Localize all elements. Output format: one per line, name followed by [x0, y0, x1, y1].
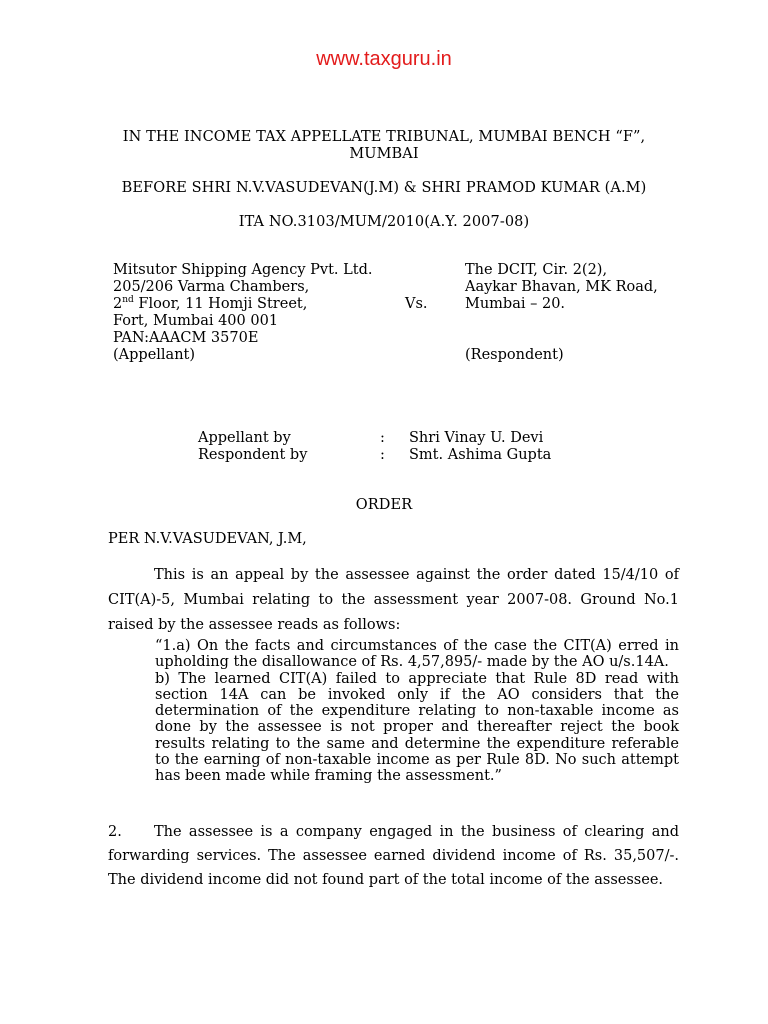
- appellant-address-3: Fort, Mumbai 400 001: [113, 313, 279, 329]
- appellant-address-2: 2nd Floor, 11 Homji Street,: [113, 295, 308, 312]
- respondent-address-1: Aaykar Bhavan, MK Road,: [465, 279, 658, 295]
- counsel-appellant-colon: :: [380, 430, 385, 446]
- appellant-block: [113, 262, 372, 364]
- appellant-pan: PAN:AAACM 3570E: [113, 330, 259, 346]
- quoted-ground-b: b) The learned CIT(A) failed to appreciate that Rule 8D read with section 14A can be invoked only if the AO considers that the determination of the expenditure relating to non-taxable income as done by the assessee is not proper and thereafter reject the book results relating to the same and determine the expenditure referable to the earning of non-taxable income as per Rule 8D. No such attempt has been made while framing the assessment.”: [155, 670, 679, 785]
- court-title-line2: MUMBAI: [349, 146, 419, 162]
- counsel-appellant-name: Shri Vinay U. Devi: [409, 430, 544, 446]
- respondent-name: The DCIT, Cir. 2(2),: [465, 262, 608, 278]
- counsel-appellant-label: Appellant by: [198, 430, 291, 446]
- paragraph-2: 2. The assessee is a company engaged in the business of clearing and forwarding services. The assessee earned dividend income of Rs. 35,507/-. The dividend income did not found part of the total income of the assessee.: [108, 824, 679, 888]
- counsel-respondent-label: Respondent by: [198, 447, 308, 463]
- paragraph-1: This is an appeal by the assessee against the order dated 15/4/10 of CIT(A)-5, Mumbai relating to the assessment year 2007-08. Ground No.1 raised by the assessee reads as follows:: [108, 567, 679, 633]
- counsel-respondent-name: Smt. Ashima Gupta: [409, 447, 552, 463]
- appellant-name: Mitsutor Shipping Agency Pvt. Ltd.: [113, 262, 373, 278]
- counsel-respondent-colon: :: [380, 447, 385, 463]
- respondent-role: (Respondent): [465, 347, 564, 363]
- quoted-ground: [155, 638, 679, 785]
- respondent-block: [465, 262, 658, 313]
- court-title-line1: IN THE INCOME TAX APPELLATE TRIBUNAL, MUMBAI BENCH “F”,: [122, 129, 646, 145]
- case-number: ITA NO.3103/MUM/2010(A.Y. 2007-08): [238, 214, 530, 230]
- appellant-address-1: 205/206 Varma Chambers,: [113, 279, 310, 295]
- respondent-address-2: Mumbai – 20.: [465, 296, 566, 312]
- appellant-role: (Appellant): [113, 347, 196, 363]
- quoted-ground-a: “1.a) On the facts and circumstances of the case the CIT(A) erred in upholding the disallowance of Rs. 4,57,895/- made by the AO u/s.14A.: [155, 638, 679, 671]
- bench-line: BEFORE SHRI N.V.VASUDEVAN(J.M) & SHRI PRAMOD KUMAR (A.M): [121, 180, 647, 196]
- versus-label: Vs.: [405, 296, 428, 312]
- order-heading: ORDER: [355, 497, 413, 513]
- watermark-link[interactable]: www.taxguru.in: [316, 48, 452, 70]
- per-line: PER N.V.VASUDEVAN, J.M,: [108, 531, 307, 547]
